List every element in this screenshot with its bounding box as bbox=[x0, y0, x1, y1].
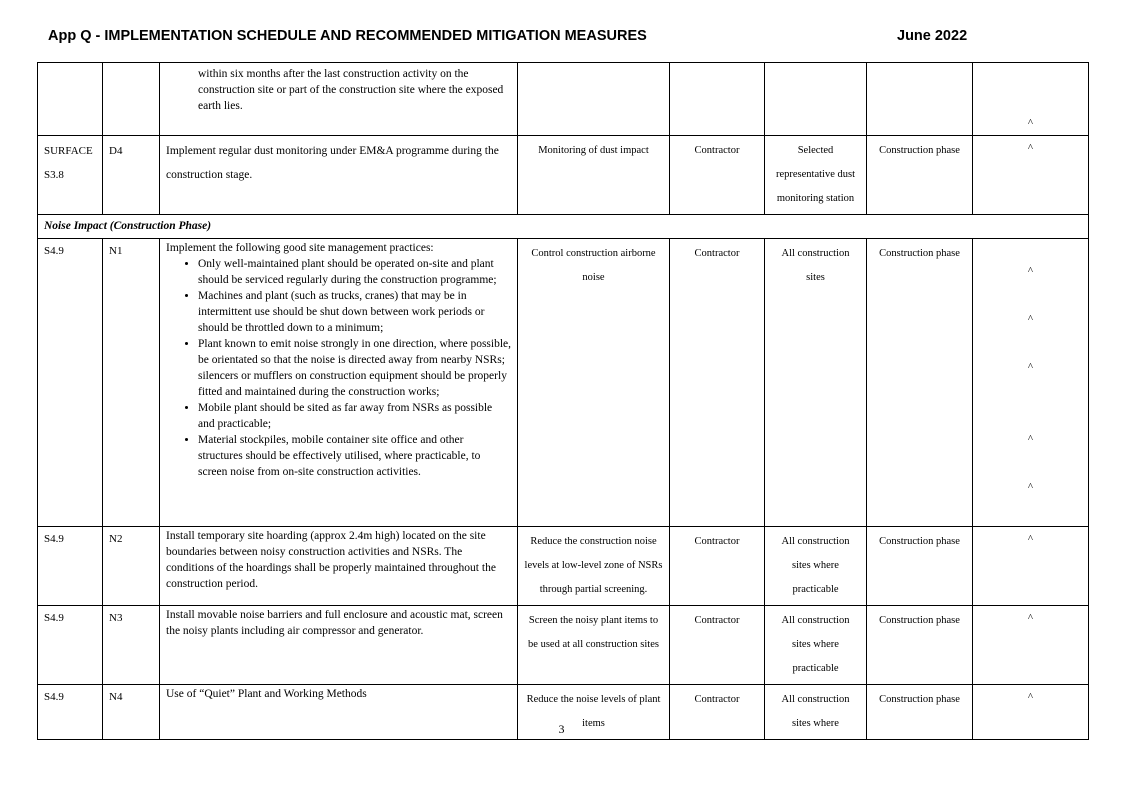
caret-mark: ^ bbox=[1027, 117, 1034, 129]
id-cell: D4 bbox=[103, 136, 160, 215]
practice-list bbox=[166, 256, 511, 480]
section-title: Noise Impact (Construction Phase) bbox=[38, 215, 1089, 239]
objective-cell bbox=[518, 63, 670, 136]
list-item: • Material stockpiles, mobile container site office and other structures should be effectively utilised, where practicable, to screen noise from on-site construction activities. bbox=[198, 432, 511, 480]
timing-cell: Construction phase bbox=[867, 606, 973, 685]
ref-cell: S4.9 bbox=[38, 685, 103, 740]
list-item: • Only well-maintained plant should be operated on-site and plant should be serviced regularly during the construction programme; bbox=[198, 256, 511, 288]
timing-cell: Construction phase bbox=[867, 527, 973, 606]
objective-cell: Reduce the noise levels of plant items bbox=[518, 685, 670, 740]
description-cell: Install movable noise barriers and full enclosure and acoustic mat, screen the noisy plants including air compressor and generator. bbox=[160, 606, 518, 685]
timing-cell: Construction phase bbox=[867, 685, 973, 740]
caret-mark: ^ bbox=[1027, 361, 1034, 373]
agent-cell: Contractor bbox=[670, 136, 765, 215]
id-cell: N4 bbox=[103, 685, 160, 740]
location-cell: All construction sites where practicable bbox=[765, 606, 867, 685]
ref-cell bbox=[38, 63, 103, 136]
caret-mark: ^ bbox=[1027, 481, 1034, 493]
description-intro: Implement the following good site management practices: bbox=[166, 242, 434, 254]
ref-section: S3.8 bbox=[44, 169, 64, 181]
caret-mark: ^ bbox=[1027, 433, 1034, 445]
timing-cell: Construction phase bbox=[867, 239, 973, 527]
description-cell: Install temporary site hoarding (approx 2.4m high) located on the site boundaries between noisy construction activities and NSRs. The conditions of the hoardings shall be properly maintained throughout the construction period. bbox=[160, 527, 518, 606]
description-cell: within six months after the last construction activity on the construction site or part of the construction site where the exposed earth lies. bbox=[160, 63, 518, 136]
agent-cell: Contractor bbox=[670, 239, 765, 527]
location-cell: All construction sites bbox=[765, 239, 867, 527]
timing-cell bbox=[867, 63, 973, 136]
objective-cell: Monitoring of dust impact bbox=[518, 136, 670, 215]
objective-cell: Control construction airborne noise bbox=[518, 239, 670, 527]
id-cell: N3 bbox=[103, 606, 160, 685]
list-item: • Plant known to emit noise strongly in one direction, where possible, be orientated so that the noise is directed away from nearby NSRs; silencers or mufflers on construction equipment should be properly fitted and maintained during the construction works; bbox=[198, 336, 511, 400]
ref-type: SURFACE bbox=[44, 145, 93, 157]
location-cell: All construction sites where bbox=[765, 685, 867, 740]
location-cell: All construction sites where practicable bbox=[765, 527, 867, 606]
ref-cell bbox=[38, 136, 103, 215]
table-row bbox=[38, 606, 1089, 685]
id-cell: N2 bbox=[103, 527, 160, 606]
objective-cell: Reduce the construction noise levels at low-level zone of NSRs through partial screening. bbox=[518, 527, 670, 606]
caret-mark: ^ bbox=[1027, 313, 1034, 325]
status-cell bbox=[973, 239, 1089, 527]
page-header-date: June 2022 bbox=[897, 28, 968, 44]
timing-cell: Construction phase bbox=[867, 136, 973, 215]
caret-mark: ^ bbox=[1027, 265, 1034, 277]
location-cell: Selected representative dust monitoring station bbox=[765, 136, 867, 215]
status-cell bbox=[973, 136, 1089, 215]
id-cell bbox=[103, 63, 160, 136]
list-item: • Mobile plant should be sited as far away from NSRs as possible and practicable; bbox=[198, 400, 511, 432]
description-cell: Implement regular dust monitoring under EM&A programme during the construction stage. bbox=[160, 136, 518, 215]
table-row bbox=[38, 63, 1089, 136]
caret-mark: ^ bbox=[1027, 533, 1034, 545]
table-row bbox=[38, 527, 1089, 606]
page-header-title: App Q - IMPLEMENTATION SCHEDULE AND RECOMMENDED MITIGATION MEASURES bbox=[48, 28, 647, 44]
agent-cell: Contractor bbox=[670, 527, 765, 606]
status-cell bbox=[973, 527, 1089, 606]
agent-cell: Contractor bbox=[670, 685, 765, 740]
ref-cell: S4.9 bbox=[38, 606, 103, 685]
page-number: 3 bbox=[558, 722, 565, 736]
caret-mark: ^ bbox=[1027, 142, 1034, 154]
objective-cell: Screen the noisy plant items to be used at all construction sites bbox=[518, 606, 670, 685]
status-cell bbox=[973, 63, 1089, 136]
description-cell bbox=[160, 239, 518, 527]
list-item: • Machines and plant (such as trucks, cranes) that may be in intermittent use should be shut down between work periods or should be throttled down to a minimum; bbox=[198, 288, 511, 336]
location-cell bbox=[765, 63, 867, 136]
table-row bbox=[38, 136, 1089, 215]
description-cell: Use of “Quiet” Plant and Working Methods bbox=[160, 685, 518, 740]
caret-mark: ^ bbox=[1027, 612, 1034, 624]
ref-cell: S4.9 bbox=[38, 527, 103, 606]
caret-mark: ^ bbox=[1027, 691, 1034, 703]
table-row bbox=[38, 239, 1089, 527]
ref-cell: S4.9 bbox=[38, 239, 103, 527]
agent-cell: Contractor bbox=[670, 606, 765, 685]
implementation-schedule-table bbox=[37, 62, 1089, 740]
agent-cell bbox=[670, 63, 765, 136]
status-cell bbox=[973, 606, 1089, 685]
section-header-row bbox=[38, 215, 1089, 239]
id-cell: N1 bbox=[103, 239, 160, 527]
